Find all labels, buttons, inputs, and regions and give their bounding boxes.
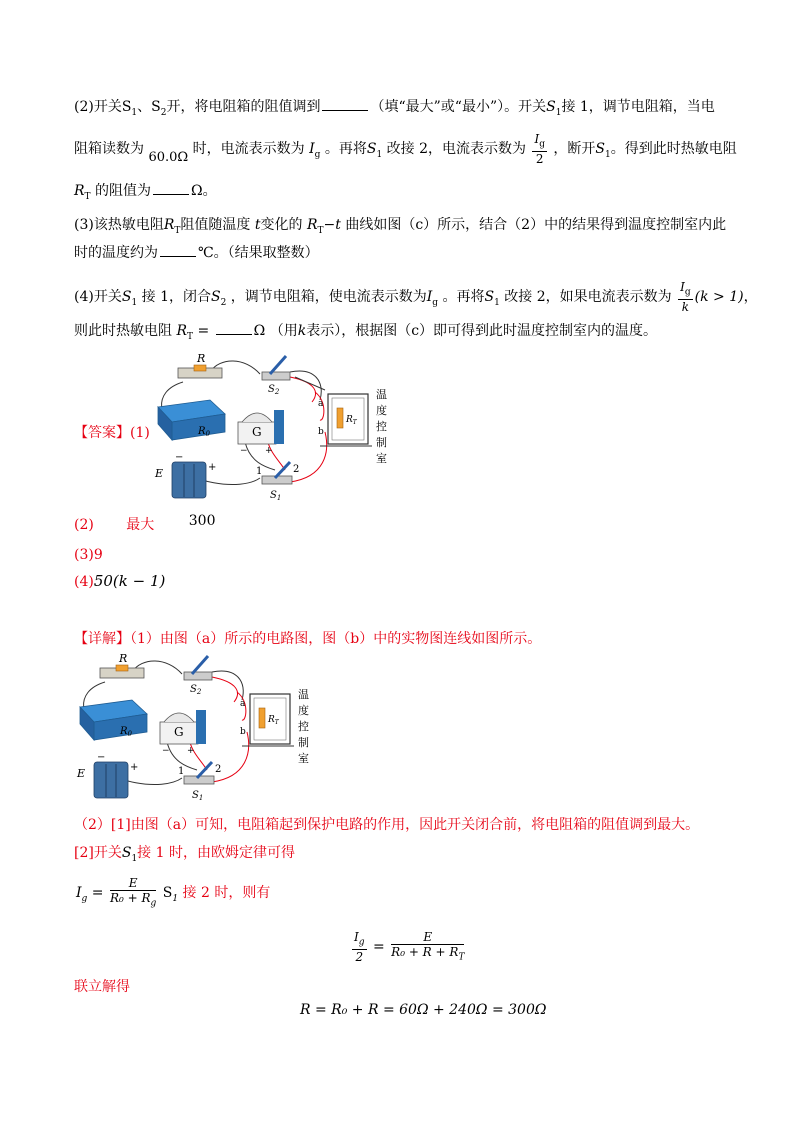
- label-S2: $S_2$: [190, 684, 202, 696]
- blank-2-1: [322, 96, 368, 111]
- circuit-figure-explain: [72, 652, 312, 804]
- label-a: a: [240, 699, 246, 709]
- label-G: G: [252, 425, 262, 439]
- label-S2: $S_2$: [268, 384, 280, 396]
- blank-3: [160, 242, 196, 257]
- room-char-2: 度: [298, 704, 309, 717]
- q2-line-2: 阻箱读数为 60.0Ω 时，电流表示数为 $I_g$ 。再将$S_1$ 改接 2，电流表示数为 $\frac{I_g}{2}$ ，断开$S_1$。得到此时热敏电阻: [74, 132, 737, 167]
- ig-over-k-fraction: $\frac{I_g}{k}$: [680, 280, 691, 315]
- ig-over-2-fraction: $\frac{I_g}{2}$: [534, 132, 545, 167]
- answer-2: (2) 最大 300: [74, 513, 216, 533]
- room-char-5: 室: [376, 452, 387, 465]
- label-E: E: [155, 467, 164, 480]
- label-1: 1: [256, 466, 263, 477]
- q2-line-1: (2)开关$S_1$、$S_2$开，将电阻箱的阻值调到 （填“最大”或“最小”）。开关$S_1$接 1，调节电阻箱，当电: [74, 96, 730, 124]
- explain-solve: 联立解得: [74, 979, 130, 995]
- label-a: a: [318, 399, 324, 409]
- equation-1: $I_g$ = $\frac{E}{R_0 + R_g}$ $S_1$ 接 2 时，则有: [76, 876, 271, 909]
- answer-3: (3)9: [74, 547, 103, 563]
- explain-p1: 【详解】（1）由图（a）所示的电路图，图（b）中的实物图连线如图所示。: [74, 631, 542, 647]
- answer-4: (4)50(k − 1): [74, 572, 166, 590]
- explain-p3: [2]开关$S_1$接 1 时，由欧姆定律可得: [74, 845, 295, 864]
- label-plus-e: +: [130, 762, 139, 773]
- label-G: G: [174, 725, 184, 739]
- label-S1: $S_1$: [270, 490, 282, 502]
- label-RT: $R_T$: [346, 415, 357, 426]
- q3-line-2: 时的温度约为 ℃。（结果取整数）: [74, 242, 730, 264]
- blank-2-2: [153, 180, 189, 195]
- label-minus-g: −: [162, 746, 170, 756]
- equation-2: $\frac{I_g}{2}$ = $\frac{E}{R_0 + R + R_T}$: [354, 930, 465, 965]
- label-2: 2: [215, 764, 222, 775]
- label-b: b: [240, 727, 246, 737]
- q4-line-2: 则此时热敏电阻 $R_T = \Omega$ （用k表示），根据图（c）即可得到此时温度控制室内的温度。: [74, 320, 730, 348]
- label-S1: $S_1$: [192, 790, 204, 802]
- room-char-1: 温: [298, 688, 309, 701]
- q4-line-1: (4)开关$S_1$ 接 1，闭合$S_2$ ，调节电阻箱，使电流表示数为$I_g$ 。再将$S_1$ 改接 2，如果电流表示数为 $\frac{I_g}{k}$ (k > 1)，: [74, 280, 758, 315]
- label-1: 1: [178, 766, 185, 777]
- label-R0: $R_0$: [120, 726, 132, 738]
- label-plus-g: +: [265, 446, 273, 456]
- label-minus-g: −: [240, 446, 248, 456]
- room-char-2: 度: [376, 404, 387, 417]
- room-char-1: 温: [376, 388, 387, 401]
- label-2: 2: [293, 464, 300, 475]
- label-R0: $R_0$: [198, 426, 210, 438]
- label-R: R: [119, 652, 128, 665]
- room-char-5: 室: [298, 752, 309, 765]
- room-char-3: 控: [298, 720, 309, 733]
- room-char-3: 控: [376, 420, 387, 433]
- label-plus-g: +: [187, 746, 195, 756]
- label-b: b: [318, 427, 324, 437]
- blank-4: [216, 320, 252, 335]
- label-E: E: [77, 767, 86, 780]
- label-RT: $R_T$: [268, 715, 279, 726]
- equation-final: R = R₀ + R = 60Ω + 240Ω = 300Ω: [300, 1002, 547, 1018]
- q3-line-1: (3)该热敏电阻$R_T$阻值随温度 t变化的 $R_T-t$ 曲线如图（c）所示，结合（2）中的结果得到温度控制室内此: [74, 217, 727, 236]
- label-minus-e: −: [97, 752, 106, 763]
- room-char-4: 制: [298, 736, 309, 749]
- explain-p2: （2）[1]由图（a）可知，电阻箱起到保护电路的作用，因此开关闭合前，将电阻箱的阻值调到最大。: [74, 817, 700, 833]
- label-R: R: [197, 352, 206, 365]
- q2-line-3: $R_T$ 的阻值为 Ω。: [74, 180, 730, 208]
- label-plus-e: +: [208, 462, 217, 473]
- circuit-figure-answer: [150, 352, 390, 504]
- label-minus-e: −: [175, 452, 184, 463]
- answer-tag: 【答案】(1): [74, 425, 150, 441]
- room-char-4: 制: [376, 436, 387, 449]
